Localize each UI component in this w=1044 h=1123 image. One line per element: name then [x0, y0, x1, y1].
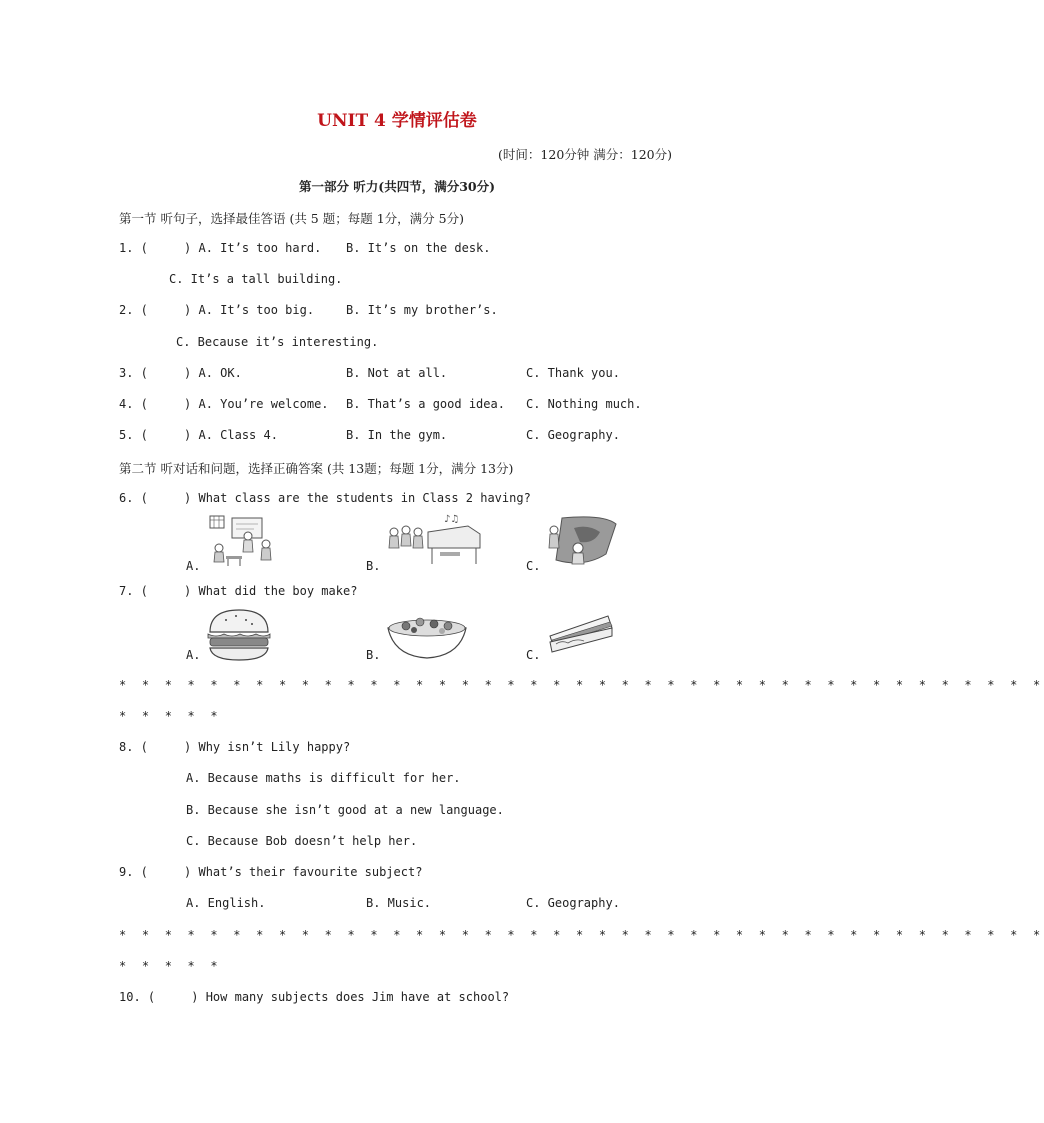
q1-option-c: C. It’s a tall building. — [169, 272, 343, 286]
q2-option-a: 2. ( ) A. It’s too big. — [119, 303, 315, 317]
q2-option-b: B. It’s my brother’s. — [346, 303, 498, 317]
stars-divider-short: * * * * * — [119, 959, 222, 973]
q5-option-c: C. Geography. — [526, 428, 620, 442]
geography-class-picture — [544, 514, 618, 572]
q7-stem: 7. ( ) What did the boy make? — [119, 584, 358, 598]
q6-label-a: A. — [186, 559, 201, 573]
q8-option-a: A. Because maths is difficult for her. — [186, 771, 461, 785]
stars-divider-long: * * * * * * * * * * * * * * * * * * * * * * * * * * * * * * * * * * * * * * * * * — [119, 928, 1044, 942]
q6-label-c: C. — [526, 559, 541, 573]
q10-stem: 10. ( ) How many subjects does Jim have at school? — [119, 990, 510, 1004]
salad-picture — [386, 610, 468, 664]
music-class-picture — [384, 512, 484, 572]
q2-option-c: C. Because it’s interesting. — [176, 335, 379, 349]
sandwich-picture — [546, 614, 616, 658]
q9-stem: 9. ( ) What’s their favourite subject? — [119, 865, 423, 879]
q4-option-a: 4. ( ) A. You’re welcome. — [119, 397, 329, 411]
q3-option-c: C. Thank you. — [526, 366, 620, 380]
q8-option-b: B. Because she isn’t good at a new language. — [186, 803, 504, 817]
q3-option-b: B. Not at all. — [346, 366, 448, 380]
hamburger-picture — [206, 608, 272, 666]
q1-option-b: B. It’s on the desk. — [346, 241, 491, 255]
q7-label-c: C. — [526, 648, 541, 662]
q6-stem: 6. ( ) What class are the students in Class 2 having? — [119, 491, 531, 505]
q7-label-a: A. — [186, 648, 201, 662]
q5-option-b: B. In the gym. — [346, 428, 448, 442]
stars-divider-long: * * * * * * * * * * * * * * * * * * * * * * * * * * * * * * * * * * * * * * * * * — [119, 678, 1044, 692]
q4-option-b: B. That’s a good idea. — [346, 397, 505, 411]
q4-option-c: C. Nothing much. — [526, 397, 642, 411]
q9-option-c: C. Geography. — [526, 896, 620, 910]
q9-option-b: B. Music. — [366, 896, 432, 910]
q8-option-c: C. Because Bob doesn’t help her. — [186, 834, 418, 848]
classroom-picture — [204, 512, 284, 572]
q3-option-a: 3. ( ) A. OK. — [119, 366, 242, 380]
part-heading: 第一部分 听力(共四节，满分30分) — [298, 179, 496, 194]
q1-option-a: 1. ( ) A. It’s too hard. — [119, 241, 322, 255]
section-1-heading: 第一节 听句子，选择最佳答语 (共 5 题；每题 1分，满分 5分) — [119, 211, 464, 226]
section-2-heading: 第二节 听对话和问题，选择正确答案 (共 13题；每题 1分，满分 13分) — [119, 461, 514, 476]
stars-divider-short: * * * * * — [119, 709, 222, 723]
time-note: (时间：120分钟 满分：120分) — [498, 147, 672, 162]
q9-option-a: A. English. — [186, 896, 266, 910]
svg-text:♪♫: ♪♫ — [444, 514, 460, 525]
page-title: UNIT 4 学情评估卷 — [317, 111, 477, 131]
q5-option-a: 5. ( ) A. Class 4. — [119, 428, 278, 442]
q6-label-b: B. — [366, 559, 381, 573]
q8-stem: 8. ( ) Why isn’t Lily happy? — [119, 740, 351, 754]
q7-label-b: B. — [366, 648, 381, 662]
